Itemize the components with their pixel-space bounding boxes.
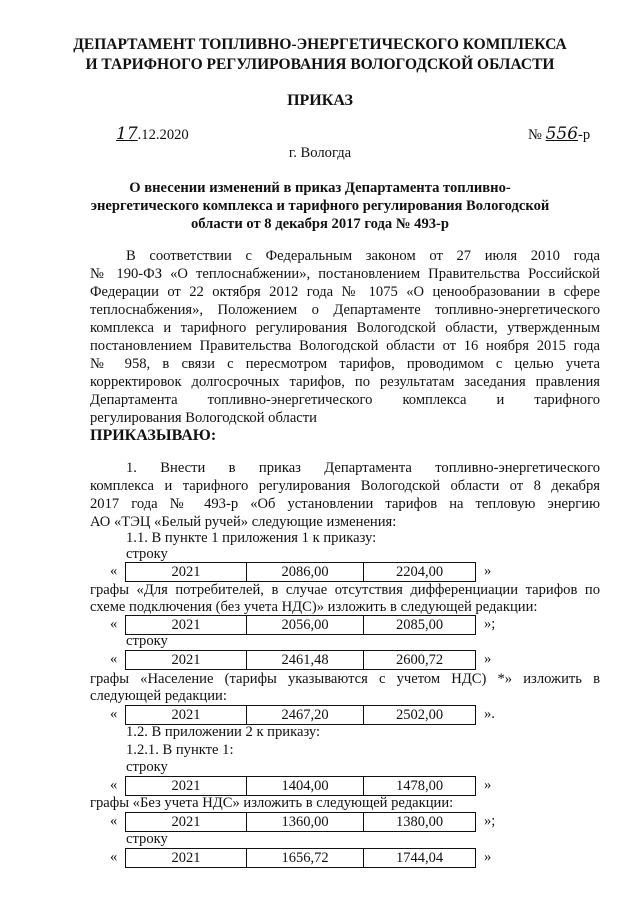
table-cell-value: 1656,72 [246, 849, 363, 867]
table-cell-year: 2021 [171, 850, 201, 866]
number-suffix: -р [578, 127, 591, 143]
preamble-line: № 190-ФЗ «О теплоснабжении», постановлением Правительства Российской [90, 266, 600, 282]
table-row-7 [125, 848, 476, 868]
number-handwritten: 556 [545, 124, 579, 144]
preamble-line: постановлением Правительства Вологодской области от 16 ноября 2015 года [90, 338, 600, 354]
stroku-label: строку [126, 546, 168, 562]
table-row-5 [125, 776, 476, 796]
preamble-line: Департамента топливно-энергетического комплекса и тарифного [90, 392, 600, 408]
quote-open: « [110, 813, 118, 829]
stroku-label: строку [126, 633, 168, 649]
preamble-line: № 958, в связи с пересмотром тарифов, проводимом с целью учета [90, 356, 600, 372]
grafy-c-line: графы «Без учета НДС» изложить в следующей редакции: [90, 795, 454, 811]
table-cell-value: 1360,00 [246, 813, 363, 831]
grafy-a-line-2: схеме подключения (без учета НДС)» изложить в следующей редакции: [90, 599, 538, 615]
stroku-label: строку [126, 759, 168, 775]
quote-close-dot: ». [484, 706, 495, 722]
table-cell-value: 1380,00 [363, 813, 475, 831]
table-cell-value: 2204,00 [363, 563, 475, 581]
preamble-line: комплекса и тарифного регулирования Вологодской области, утвержденным [90, 320, 600, 336]
document-type: ПРИКАЗ [287, 92, 353, 109]
order-word: ПРИКАЗЫВАЮ: [90, 427, 217, 444]
grafy-a-line-1: графы «Для потребителей, в случае отсутствия дифференциации тарифов по [90, 582, 600, 598]
date-month-year: .12.2020 [137, 127, 189, 143]
table-cell-value: 2502,00 [363, 706, 475, 724]
table-cell-year: 2021 [171, 707, 201, 723]
item-1-line: 1. Внести в приказ Департамента топливно-энергетического [126, 460, 600, 476]
grafy-b-line-1: графы «Население (тарифы указываются с учетом НДС) *» изложить в [90, 671, 600, 687]
table-cell-value: 1478,00 [363, 777, 475, 795]
table-cell-value: 2086,00 [246, 563, 363, 581]
quote-open: « [110, 616, 118, 632]
subitem-1-2-1: 1.2.1. В пункте 1: [126, 742, 234, 758]
quote-close-semicolon: »; [484, 616, 496, 632]
table-cell-value: 2467,20 [246, 706, 363, 724]
title-line-2: энергетического комплекса и тарифного регулирования Вологодской [90, 198, 550, 214]
department-name-line-2: И ТАРИФНОГО РЕГУЛИРОВАНИЯ ВОЛОГОДСКОЙ ОБЛАСТИ [85, 56, 555, 73]
table-row-3 [125, 650, 476, 670]
preamble-line: регулирования Вологодской области [90, 410, 317, 426]
table-cell-year: 2021 [171, 617, 201, 633]
quote-open: « [110, 563, 118, 579]
table-row-1 [125, 562, 476, 582]
quote-close-semicolon: »; [484, 813, 496, 829]
table-cell-value: 1744,04 [363, 849, 475, 867]
number-sign: № [528, 127, 542, 143]
table-cell-value: 2056,00 [246, 616, 363, 634]
quote-close: » [484, 849, 492, 865]
date-day-handwritten: 17 [116, 124, 138, 144]
table-cell-year: 2021 [171, 778, 201, 794]
table-cell-year: 2021 [171, 814, 201, 830]
title-line-1: О внесении изменений в приказ Департамента топливно- [129, 180, 511, 196]
table-cell-value: 1404,00 [246, 777, 363, 795]
table-cell-value: 2600,72 [363, 651, 475, 669]
table-cell-value: 2085,00 [363, 616, 475, 634]
quote-open: « [110, 706, 118, 722]
city: г. Вологда [288, 145, 352, 161]
table-cell-year: 2021 [171, 652, 201, 668]
table-cell-value: 2461,48 [246, 651, 363, 669]
subitem-1-2: 1.2. В приложении 2 к приказу: [126, 724, 321, 740]
quote-close: » [484, 777, 492, 793]
order-date [116, 124, 189, 144]
grafy-b-line-2: следующей редакции: [90, 688, 227, 704]
quote-open: « [110, 651, 118, 667]
quote-close: » [484, 651, 492, 667]
department-name-line-1: ДЕПАРТАМЕНТ ТОПЛИВНО-ЭНЕРГЕТИЧЕСКОГО КОМПЛЕКСА [73, 36, 567, 53]
table-cell-year: 2021 [171, 564, 201, 580]
table-row-4 [125, 705, 476, 725]
item-1-line: АО «ТЭЦ «Белый ручей» следующие изменения: [90, 514, 397, 530]
table-row-2 [125, 615, 476, 635]
preamble-line: корректировок долгосрочных тарифов, по результатам заседания правления [90, 374, 600, 390]
subitem-1-1: 1.1. В пункте 1 приложения 1 к приказу: [126, 530, 377, 546]
table-row-6 [125, 812, 476, 832]
order-number [528, 124, 590, 144]
quote-open: « [110, 777, 118, 793]
preamble-line: Федерации от 22 октября 2012 года № 1075 «О ценообразовании в сфере [90, 284, 600, 300]
stroku-label: строку [126, 831, 168, 847]
title-line-3: области от 8 декабря 2017 года № 493-р [190, 216, 450, 232]
quote-close: » [484, 563, 492, 579]
preamble-line: теплоснабжения», Положением о Департаменте топливно-энергетического [90, 302, 600, 318]
preamble-line: В соответствии с Федеральным законом от 27 июля 2010 года [126, 248, 600, 264]
quote-open: « [110, 849, 118, 865]
item-1-line: комплекса и тарифного регулирования Вологодской области от 8 декабря [90, 478, 600, 494]
item-1-line: 2017 года № 493-р «Об установлении тарифов на тепловую энергию [90, 496, 600, 512]
